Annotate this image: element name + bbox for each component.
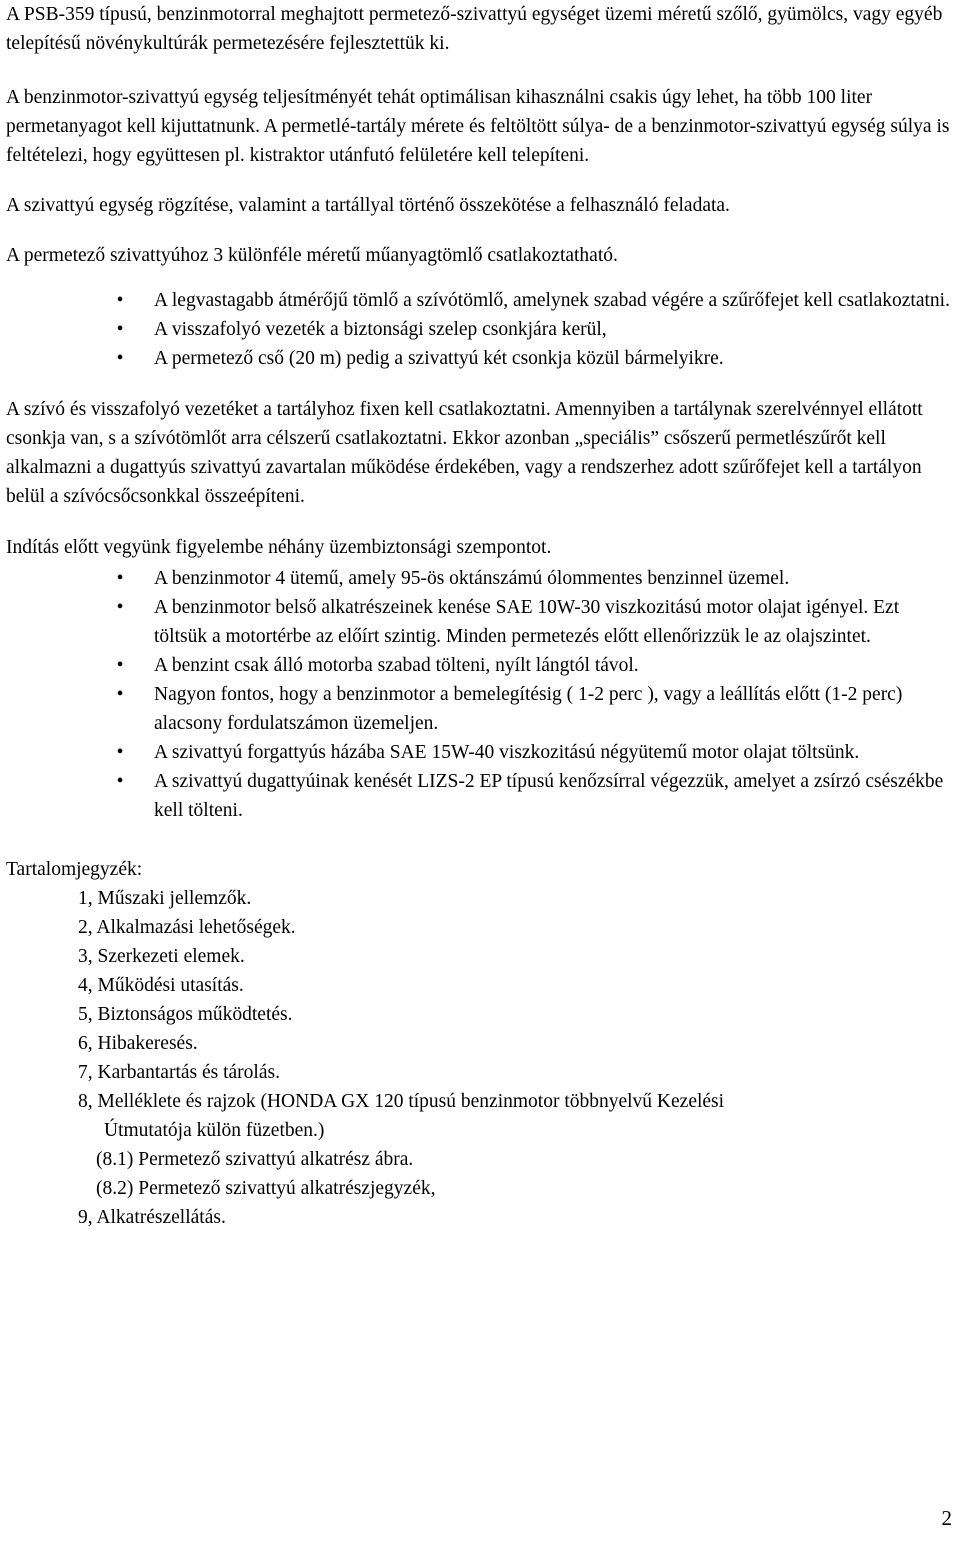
bullet-icon: •	[116, 771, 124, 792]
list-item-text: Nagyon fontos, hogy a benzinmotor a bemelegítésig ( 1-2 perc ), vagy a leállítás előtt (1-2 perc) alacsony fordulatszámon üzemeljen.	[154, 684, 903, 734]
list-item	[6, 738, 954, 767]
bullet-icon: •	[116, 290, 124, 311]
toc-subitem: (8.2) Permetező szivattyú alkatrészjegyzék,	[96, 1178, 436, 1199]
toc-item: 9, Alkatrészellátás.	[78, 1207, 226, 1228]
safety-intro-paragraph: Indítás előtt vegyünk figyelembe néhány üzembiztonsági szempontot.	[6, 537, 552, 558]
toc-item: 6, Hibakeresés.	[78, 1033, 198, 1054]
toc-item: 1, Műszaki jellemzők.	[78, 888, 252, 909]
bullet-icon: •	[116, 597, 124, 618]
toc-subitem: (8.1) Permetező szivattyú alkatrész ábra.	[96, 1149, 414, 1170]
toc-item: 4, Működési utasítás.	[78, 975, 244, 996]
list-item-text: A visszafolyó vezeték a biztonsági szelep csonkjára kerül,	[154, 319, 607, 340]
list-item-text: A legvastagabb átmérőjű tömlő a szívótömlő, amelynek szabad végére a szűrőfejet kell csatlakoztatni.	[154, 290, 950, 311]
toc-item: 5, Biztonságos működtetés.	[78, 1004, 293, 1025]
document-page	[6, 0, 954, 1232]
bullet-icon: •	[116, 348, 124, 369]
toc-item: 3, Szerkezeti elemek.	[78, 946, 245, 967]
list-item	[6, 593, 954, 651]
bullet-icon: •	[116, 568, 124, 589]
list-item-text: A benzinmotor 4 ütemű, amely 95-ös oktánszámú ólommentes benzinnel üzemel.	[154, 568, 790, 589]
list-item-text: A permetező cső (20 m) pedig a szivattyú két csonkja közül bármelyikre.	[154, 348, 724, 369]
toc-item: 2, Alkalmazási lehetőségek.	[78, 917, 296, 938]
toc-title: Tartalomjegyzék:	[6, 859, 143, 880]
list-item	[6, 651, 954, 680]
mounting-paragraph: A szivattyú egység rögzítése, valamint a tartállyal történő összekötése a felhasználó feladata.	[6, 195, 730, 216]
connection-paragraph: A szívó és visszafolyó vezetéket a tartályhoz fixen kell csatlakoztatni. Amennyiben a tartálynak szerelvénnyel ellátott csonkja van, s a szívótömlőt arra célszerű csatlakoztatni. Ekkor azonban „speciális” csőszerű permetlészűrőt kell alkalmazni a dugattyús szivattyú zavartalan működése érdekében, vagy a rendszerhez adott szűrőfejet kell a tartályon belül a szívócsőcsonkkal összeépíteni.	[6, 399, 923, 507]
list-item	[6, 767, 954, 825]
list-item-text: A benzinmotor belső alkatrészeinek kenése SAE 10W-30 viszkozitású motor olajat igényel. Ezt töltsük a motortérbe az előírt szintig. Minden permetezés előtt ellenőrizzük le az olajszintet.	[154, 597, 900, 647]
toc-item	[6, 1087, 954, 1145]
list-item-text: A szivattyú dugattyúinak kenését LIZS-2 EP típusú kenőzsírral végezzük, amelyet a zsírzó csészékbe kell tölteni.	[154, 771, 944, 821]
hose-bullet-list	[6, 286, 954, 373]
toc-item-8-line1: 8, Melléklete és rajzok (HONDA GX 120 típusú benzinmotor többnyelvű Kezelési	[78, 1091, 725, 1112]
bullet-icon: •	[116, 319, 124, 340]
list-item	[6, 344, 954, 373]
bullet-icon: •	[116, 742, 124, 763]
safety-bullet-list	[6, 564, 954, 825]
list-item-text: A szivattyú forgattyús házába SAE 15W-40 viszkozitású négyütemű motor olajat töltsünk.	[154, 742, 860, 763]
hose-intro-paragraph: A permetező szivattyúhoz 3 különféle méretű műanyagtömlő csatlakoztatható.	[6, 245, 618, 266]
capacity-paragraph: A benzinmotor-szivattyú egység teljesítményét tehát optimálisan kihasználni csakis úgy lehet, ha több 100 liter permetanyagot kell kijuttatnunk. A permetlé-tartály mérete és feltöltött súlya- de a benzinmotor-szivattyú egység súlya is feltételezi, hogy együttesen pl. kistraktor utánfutó felületére kell telepíteni.	[6, 87, 950, 166]
intro-paragraph: A PSB-359 típusú, benzinmotorral meghajtott permetező-szivattyú egységet üzemi méretű szőlő, gyümölcs, vagy egyéb telepítésű növénykultúrák permetezésére fejlesztettük ki.	[6, 4, 943, 54]
bullet-icon: •	[116, 655, 124, 676]
list-item-text: A benzint csak álló motorba szabad tölteni, nyílt lángtól távol.	[154, 655, 639, 676]
page-number: 2	[941, 1506, 952, 1530]
toc-item-8-line2: Útmutatója külön füzetben.)	[104, 1120, 325, 1141]
list-item	[6, 680, 954, 738]
list-item	[6, 286, 954, 315]
list-item	[6, 315, 954, 344]
bullet-icon: •	[116, 684, 124, 705]
table-of-contents	[6, 884, 954, 1232]
list-item	[6, 564, 954, 593]
toc-item: 7, Karbantartás és tárolás.	[78, 1062, 280, 1083]
